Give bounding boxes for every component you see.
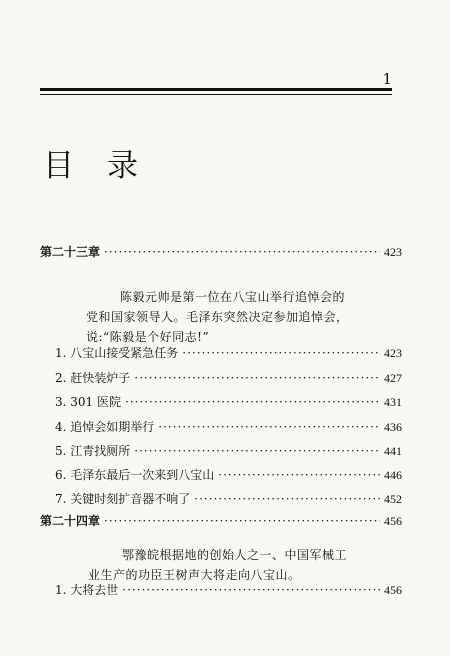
toc-item-label: 3. 301 医院: [55, 395, 121, 409]
toc-item-page: 446: [384, 468, 402, 482]
summary-line: 党和国家领导人。毛泽东突然决定参加追悼会，: [86, 310, 349, 324]
dot-leader: [134, 370, 380, 386]
toc-title-char-1: 目: [43, 148, 75, 184]
toc-item-label: 7. 关键时刻扩音器不响了: [55, 492, 191, 506]
chapter-title: 第二十四章: [40, 514, 101, 528]
toc-title: [43, 140, 171, 185]
dot-leader: [158, 419, 380, 435]
toc-item[interactable]: [55, 582, 402, 598]
dot-leader: [134, 443, 380, 459]
toc-item-label: 1. 八宝山接受紧急任务: [55, 346, 179, 360]
summary-line: 陈毅元帅是第一位在八宝山举行追悼会的: [120, 290, 346, 304]
header-rule-thick: [40, 88, 392, 91]
page-number: 1: [382, 70, 392, 88]
summary-line: 鄂豫皖根据地的创始人之一、中国军械工: [122, 548, 348, 562]
chapter-page: 423: [384, 245, 402, 259]
toc-item-page: 441: [384, 444, 402, 458]
dot-leader: [122, 582, 380, 598]
toc-item-label: 1. 大将去世: [55, 583, 119, 597]
toc-item[interactable]: [55, 345, 402, 361]
chapter-summary: [86, 287, 349, 347]
toc-item-page: 452: [384, 492, 402, 506]
chapter-entry[interactable]: [40, 244, 402, 260]
dot-leader: [104, 513, 380, 529]
chapter-entry[interactable]: [40, 513, 402, 529]
chapter-summary: [88, 545, 347, 585]
toc-item[interactable]: [55, 443, 402, 459]
toc-item[interactable]: [55, 370, 402, 386]
dot-leader: [218, 467, 380, 483]
toc-item-page: 427: [384, 371, 402, 385]
toc-item[interactable]: [55, 491, 402, 507]
toc-item-page: 436: [384, 420, 402, 434]
dot-leader: [125, 394, 380, 410]
dot-leader: [104, 244, 380, 260]
dot-leader: [194, 491, 380, 507]
toc-item[interactable]: [55, 394, 402, 410]
toc-item[interactable]: [55, 419, 402, 435]
toc-item-label: 5. 江青找厕所: [55, 444, 131, 458]
chapter-page: 456: [384, 514, 402, 528]
toc-item-page: 431: [384, 395, 402, 409]
dot-leader: [182, 345, 380, 361]
toc-item-label: 2. 赶快装炉子: [55, 371, 131, 385]
toc-item-label: 6. 毛泽东最后一次来到八宝山: [55, 468, 215, 482]
summary-line: 说:“陈毅是个好同志!”: [86, 330, 210, 344]
toc-title-char-2: 录: [107, 148, 139, 184]
summary-line: 业生产的功臣王树声大将走向八宝山。: [88, 568, 301, 582]
chapter-title: 第二十三章: [40, 245, 101, 259]
toc-item[interactable]: [55, 467, 402, 483]
toc-item-page: 456: [384, 583, 402, 597]
toc-item-label: 4. 追悼会如期举行: [55, 420, 155, 434]
header-rule-thin: [40, 94, 392, 95]
toc-item-page: 423: [384, 346, 402, 360]
